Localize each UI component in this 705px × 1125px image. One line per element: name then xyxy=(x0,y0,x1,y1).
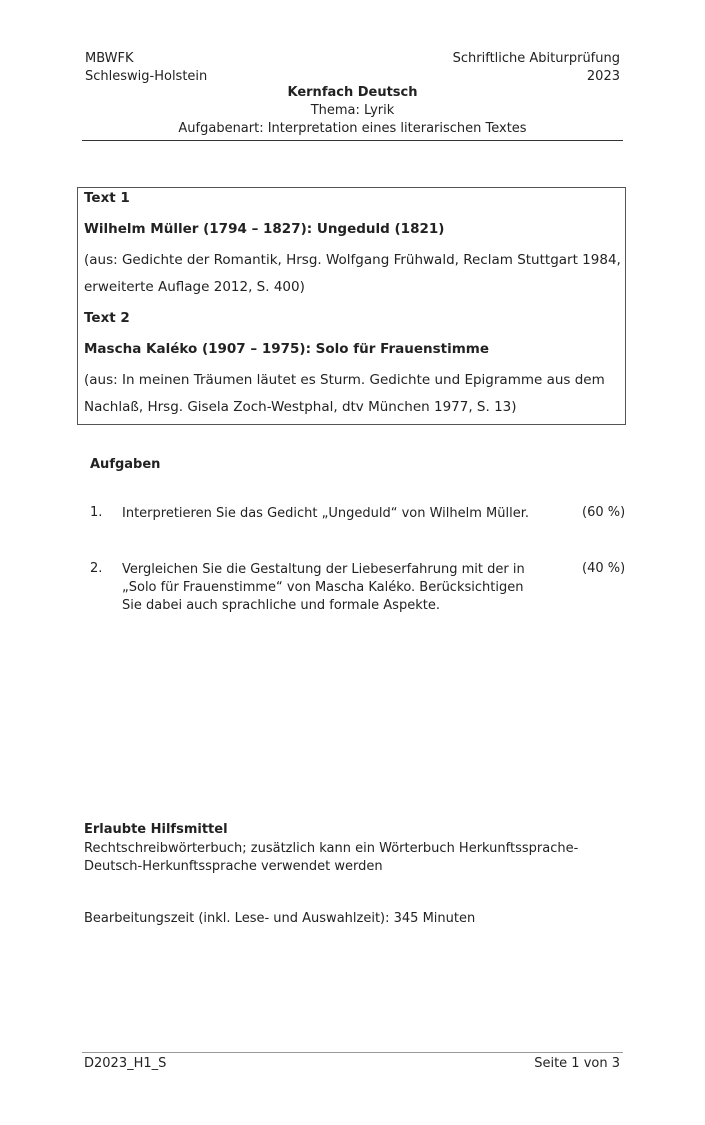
task-2-text xyxy=(122,561,562,615)
task-1-text xyxy=(122,505,562,523)
header-divider xyxy=(82,140,623,141)
header-right xyxy=(453,50,620,86)
page-number: Seite 1 von 3 xyxy=(534,1056,620,1071)
text2-source-line2: Nachlaß, Hrsg. Gisela Zoch-Westphal, dtv München 1977, S. 13) xyxy=(84,399,517,415)
exam-type: Schriftliche Abiturprüfung xyxy=(452,51,620,66)
task-2-weight: (40 %) xyxy=(582,561,626,576)
text1-source-line1: (aus: Gedichte der Romantik, Hrsg. Wolfgang Frühwald, Reclam Stuttgart 1984, xyxy=(84,252,621,268)
theme-line: Thema: Lyrik xyxy=(310,103,395,118)
task-1-line: Interpretieren Sie das Gedicht „Ungeduld“ von Wilhelm Müller. xyxy=(122,506,530,521)
task-2-line: „Solo für Frauenstimme“ von Mascha Kaléko. Berücksichtigen xyxy=(122,580,524,595)
text2-title: Mascha Kaléko (1907 – 1975): Solo für Frauenstimme xyxy=(84,341,490,357)
ministry-abbrev: MBWFK xyxy=(85,51,134,66)
task-2-line: Sie dabei auch sprachliche und formale Aspekte. xyxy=(122,598,440,613)
text2-label: Text 2 xyxy=(84,310,130,326)
task-2-line: Vergleichen Sie die Gestaltung der Liebeserfahrung mit der in xyxy=(122,562,525,577)
text1-title: Wilhelm Müller (1794 – 1827): Ungeduld (1821) xyxy=(84,221,445,237)
exam-year: 2023 xyxy=(586,69,620,84)
title-block xyxy=(0,84,705,138)
task-1-weight: (60 %) xyxy=(582,505,626,520)
footer-divider xyxy=(82,1052,623,1053)
task-2-number: 2. xyxy=(90,561,103,576)
text1-label: Text 1 xyxy=(84,190,130,206)
aids-line: Rechtschreibwörterbuch; zusätzlich kann ein Wörterbuch Herkunftssprache- xyxy=(84,841,579,856)
text1-source-line2: erweiterte Auflage 2012, S. 400) xyxy=(84,279,305,295)
aids-line: Deutsch-Herkunftssprache verwendet werden xyxy=(84,859,383,874)
tasks-heading: Aufgaben xyxy=(90,457,161,472)
header-left xyxy=(85,50,207,86)
text2-source-line1: (aus: In meinen Träumen läutet es Sturm. Gedichte und Epigramme aus dem xyxy=(84,372,605,388)
page-title: Kernfach Deutsch xyxy=(287,85,418,100)
task-1-number: 1. xyxy=(90,505,103,520)
working-time: Bearbeitungszeit (inkl. Lese- und Auswahlzeit): 345 Minuten xyxy=(84,911,476,926)
aids-heading: Erlaubte Hilfsmittel xyxy=(84,822,228,837)
task-type-line: Aufgabenart: Interpretation eines literarischen Textes xyxy=(178,121,527,136)
state-name: Schleswig-Holstein xyxy=(85,69,208,84)
aids-text xyxy=(84,840,624,876)
document-code: D2023_H1_S xyxy=(84,1056,167,1071)
